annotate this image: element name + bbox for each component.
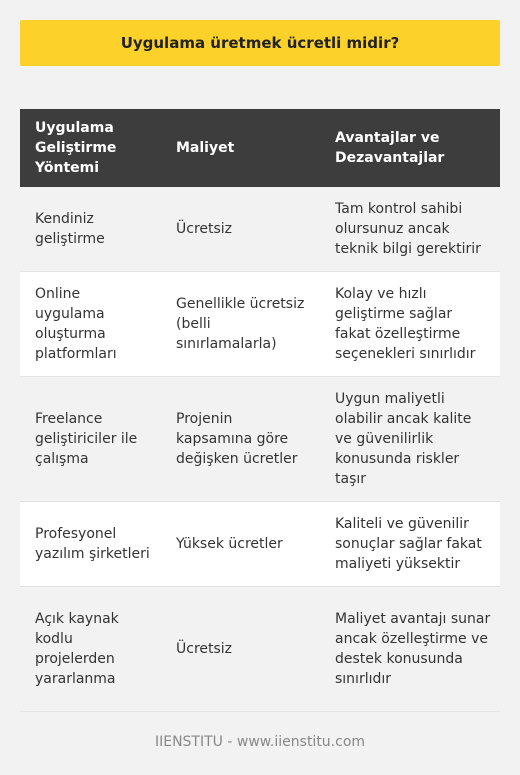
cell-pros-cons: Maliyet avantajı sunar ancak özelleştirme ve destek konusunda sınırlıdır	[321, 586, 500, 711]
cell-cost: Ücretsiz	[161, 586, 321, 711]
table-row	[20, 271, 500, 376]
cell-pros-cons: Kolay ve hızlı geliştirme sağlar fakat özelleştirme seçenekleri sınırlıdır	[321, 271, 500, 376]
cell-pros-cons: Kaliteli ve güvenilir sonuçlar sağlar fakat maliyeti yüksektir	[321, 501, 500, 586]
cell-cost: Ücretsiz	[161, 187, 321, 271]
cell-method: Açık kaynak kodlu projelerden yararlanma	[20, 586, 161, 711]
cell-pros-cons: Uygun maliyetli olabilir ancak kalite ve güvenilirlik konusunda riskler taşır	[321, 376, 500, 501]
table-row	[20, 501, 500, 586]
header-cost: Maliyet	[161, 109, 321, 187]
cell-method: Freelance geliştiriciler ile çalışma	[20, 376, 161, 501]
cell-cost: Projenin kapsamına göre değişken ücretler	[161, 376, 321, 501]
cell-cost: Yüksek ücretler	[161, 501, 321, 586]
comparison-table-container	[20, 109, 500, 712]
table-header-row	[20, 109, 500, 187]
table-row	[20, 187, 500, 271]
comparison-table	[20, 109, 500, 712]
title-banner	[20, 20, 500, 66]
cell-method: Online uygulama oluşturma platformları	[20, 271, 161, 376]
footer-source: IIENSTITU - www.iienstitu.com	[154, 734, 366, 750]
header-method: Uygulama Geliştirme Yöntemi	[20, 109, 161, 187]
table-row	[20, 376, 500, 501]
page-title: Uygulama üretmek ücretli midir?	[120, 34, 400, 52]
table-row	[20, 586, 500, 711]
header-pros-cons: Avantajlar ve Dezavantajlar	[321, 109, 500, 187]
cell-method: Kendiniz geliştirme	[20, 187, 161, 271]
cell-cost: Genellikle ücretsiz (belli sınırlamalarla)	[161, 271, 321, 376]
cell-method: Profesyonel yazılım şirketleri	[20, 501, 161, 586]
cell-pros-cons: Tam kontrol sahibi olursunuz ancak teknik bilgi gerektirir	[321, 187, 500, 271]
